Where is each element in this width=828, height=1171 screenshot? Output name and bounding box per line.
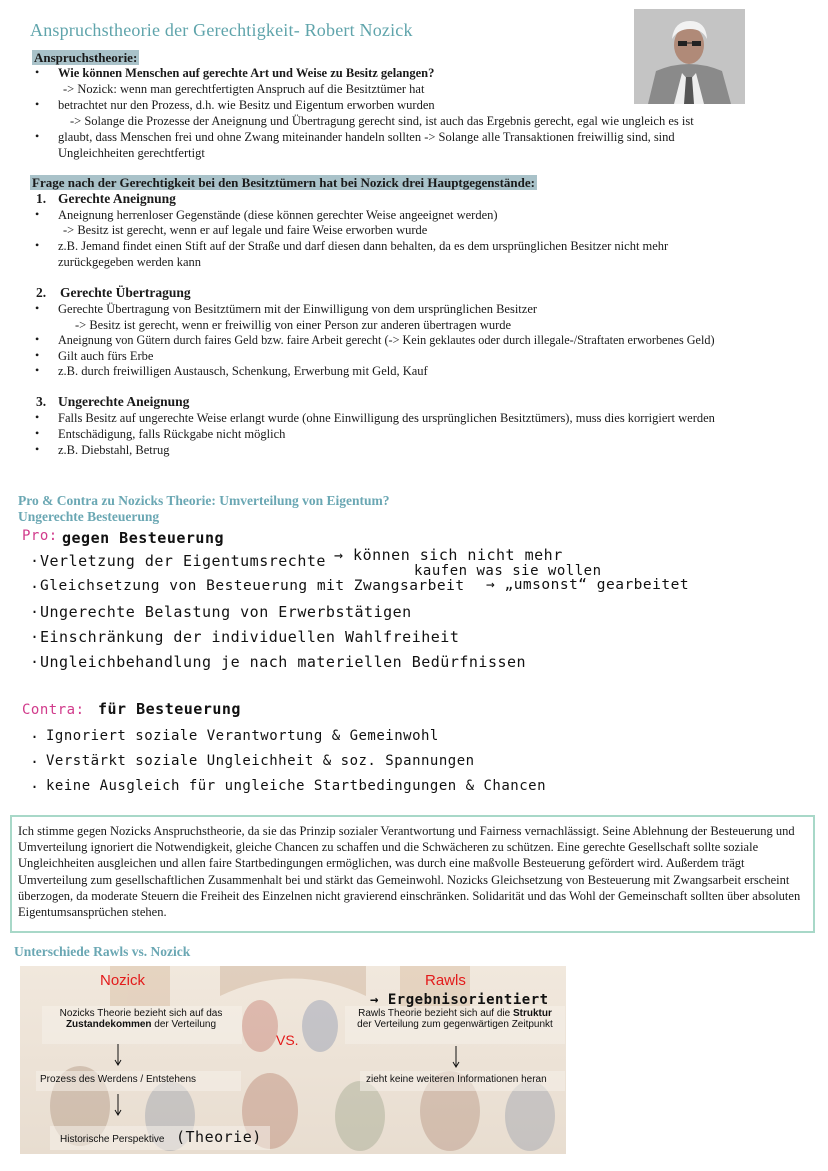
- contra-item-1: Ignoriert soziale Verantwortung & Gemeinwohl: [46, 728, 439, 744]
- section-1-number: 1.: [36, 191, 47, 206]
- bullet-icon: •: [35, 301, 40, 315]
- bullet-icon: •: [35, 426, 40, 440]
- s3-line-b: Entschädigung, falls Rückgabe nicht möglich: [58, 427, 286, 441]
- rawls-box-2: zieht keine weiteren Informationen heran: [366, 1074, 547, 1085]
- bullet-icon: ·: [30, 603, 40, 621]
- s1-line-c: z.B. Jemand findet einen Stift auf der Straße und darf diesen dann behalten, da es dem ursprünglichen Besitzer nicht mehr: [58, 239, 669, 253]
- intro-line-2: betrachtet nur den Prozess, d.h. wie Besitz und Eigentum erworben wurden: [58, 98, 435, 112]
- bullet-icon: ·: [30, 728, 40, 746]
- pro-contra-heading: Pro & Contra zu Nozicks Theorie: Umverteilung von Eigentum?: [18, 493, 390, 508]
- bullet-icon: •: [35, 410, 40, 424]
- rawls-nozick-diagram: [20, 966, 566, 1154]
- intro-line-3: -> Solange die Prozesse der Aneignung und Übertragung gerecht sind, ist auch das Ergebnis gerecht, egal wie ungleich es ist: [70, 114, 694, 128]
- contra-item-2: Verstärkt soziale Ungleichheit & soz. Spannungen: [46, 753, 475, 769]
- ungerechte-besteuerung-heading: Ungerechte Besteuerung: [18, 509, 160, 524]
- pro-item-5: Ungleichbehandlung je nach materiellen Bedürfnissen: [40, 653, 527, 671]
- contra-label: Contra:: [22, 702, 85, 718]
- pro-item-1: Verletzung der Eigentumsrechte: [40, 552, 326, 570]
- frage-heading: Frage nach der Gerechtigkeit bei den Besitztümern hat bei Nozick drei Hauptgegenstände:: [32, 175, 535, 190]
- section-2-number: 2.: [36, 285, 47, 300]
- nozick-box-2: Prozess des Werdens / Entstehens: [40, 1074, 197, 1085]
- pro-title: gegen Besteuerung: [62, 529, 225, 547]
- pro-item-4: Einschränkung der individuellen Wahlfreiheit: [40, 628, 460, 646]
- pro-label: Pro:: [22, 528, 58, 544]
- bullet-icon: •: [35, 97, 40, 111]
- intro-line-5: Ungleichheiten gerechtfertigt: [58, 146, 205, 160]
- bullet-icon: ·: [30, 778, 40, 796]
- bullet-icon: ·: [30, 653, 40, 671]
- bullet-icon: •: [35, 348, 40, 362]
- nozick-hand-note: (Theorie): [176, 1128, 262, 1146]
- s1-line-d: zurückgegeben werden kann: [58, 255, 201, 269]
- vs-label: VS.: [276, 1032, 299, 1048]
- anspruchstheorie-label: Anspruchstheorie:: [34, 50, 138, 65]
- bullet-icon: ·: [30, 753, 40, 771]
- bullet-icon: •: [35, 207, 40, 221]
- s2-line-b: -> Besitz ist gerecht, wenn er freiwillig von einer Person zur anderen übertragen wurde: [75, 318, 512, 332]
- bullet-icon: ·: [30, 628, 40, 646]
- pro-item-2-arrow: → „umsonst“ gearbeitet: [486, 577, 690, 593]
- pro-item-2: Gleichsetzung von Besteuerung mit Zwangsarbeit: [40, 578, 465, 594]
- bullet-icon: •: [35, 363, 40, 377]
- section-3-number: 3.: [36, 394, 47, 409]
- s2-line-e: z.B. durch freiwilligen Austausch, Schenkung, Erwerbung mit Geld, Kauf: [58, 364, 428, 378]
- pro-item-1-arrow: → können sich nicht mehr: [334, 546, 563, 564]
- diagram-heading: Unterschiede Rawls vs. Nozick: [14, 944, 191, 959]
- portrait-photo: [634, 9, 745, 104]
- nozick-text-a: Nozicks Theorie bezieht sich auf das: [59, 1008, 223, 1019]
- contra-item-3: keine Ausgleich für ungleiche Startbedingungen & Chancen: [46, 778, 547, 794]
- portrait-illustration: [634, 9, 745, 104]
- contra-title: für Besteuerung: [98, 700, 241, 718]
- rawls-text-b: Struktur: [513, 1008, 552, 1019]
- frage-wrap: [30, 174, 537, 192]
- rawls-label: Rawls: [425, 972, 466, 989]
- rawls-text-c: der Verteilung zum gegenwärtigen Zeitpunkt: [357, 1019, 553, 1030]
- s1-line-a: Aneignung herrenloser Gegenstände (diese können gerechter Weise angeeignet werden): [58, 208, 498, 222]
- opinion-essay: Ich stimme gegen Nozicks Anspruchstheorie, da sie das Prinzip sozialer Verantwortung und Fairness vernachlässigt. Seine Ablehnung der Besteuerung und Umverteilung ignoriert die Notwendigkeit, gleiche Chancen zu schaffen und die Schwächeren zu schützen. Eine gerechte Gesellschaft sollte soziale Ungleichheiten ausgleichen und allen faire Startbedingungen ermöglichen, was durch eine maßvolle Besteuerung gefördert wird. Außerdem trägt Umverteilung zum gesellschaftlichen Zusammenhalt bei und stärkt das Gemeinwohl. Nozicks Gleichsetzung von Besteuerung mit Zwangsarbeit erscheint überzogen, da moderate Steuern die Freiheit des Einzelnen nicht gravierend einschränken. Solidarität und das Wohl der Gemeinschaft sollten über absoluten Eigentumsansprüchen stehen.: [10, 815, 815, 933]
- nozick-box-1: [46, 1008, 236, 1030]
- bullet-icon: ·: [30, 578, 40, 596]
- intro-line-4: glaubt, dass Menschen frei und ohne Zwang miteinander handeln sollten -> Solange alle Transaktionen freiwillig sind, sind: [58, 130, 675, 144]
- bullet-icon: •: [35, 442, 40, 456]
- rawls-hand-note: → Ergebnisorientiert: [370, 992, 549, 1008]
- section-3-heading: Ungerechte Aneignung: [58, 394, 190, 409]
- pro-item-3: Ungerechte Belastung von Erwerbstätigen: [40, 603, 412, 621]
- bullet-icon: •: [35, 65, 40, 79]
- intro-question: Wie können Menschen auf gerechte Art und Weise zu Besitz gelangen?: [58, 66, 435, 80]
- s2-line-d: Gilt auch fürs Erbe: [58, 349, 154, 363]
- nozick-text-b: Zustandekommen: [65, 1019, 152, 1030]
- s3-line-c: z.B. Diebstahl, Betrug: [58, 443, 170, 457]
- nozick-label: Nozick: [100, 972, 146, 989]
- section-2-heading: Gerechte Übertragung: [60, 285, 191, 300]
- nozick-text-c: der Verteilung: [151, 1019, 217, 1030]
- nozick-box-3: Historische Perspektive: [60, 1134, 165, 1145]
- section-1-heading: Gerechte Aneignung: [58, 191, 176, 206]
- bullet-icon: •: [35, 238, 40, 252]
- intro-line-1: -> Nozick: wenn man gerechtfertigten Anspruch auf die Besitztümer hat: [63, 82, 425, 96]
- bullet-icon: ·: [30, 552, 40, 570]
- bullet-icon: •: [35, 332, 40, 346]
- s3-line-a: Falls Besitz auf ungerechte Weise erlangt wurde (ohne Einwilligung des ursprünglichen Besitztümers), muss dies korrigiert werden: [58, 411, 715, 425]
- page-title: Anspruchstheorie der Gerechtigkeit- Robert Nozick: [30, 20, 413, 40]
- s1-line-b: -> Besitz ist gerecht, wenn er auf legale und faire Weise erworben wurde: [63, 223, 428, 237]
- s2-line-a: Gerechte Übertragung von Besitztümern mit der Einwilligung von dem ursprünglichen Besitzer: [58, 302, 538, 316]
- pro-item-1-cont: kaufen was sie wollen: [414, 563, 602, 579]
- rawls-box-1: [346, 1008, 564, 1030]
- rawls-text-a: Rawls Theorie bezieht sich auf die: [358, 1008, 513, 1019]
- s2-line-c: Aneignung von Gütern durch faires Geld bzw. faire Arbeit gerecht (-> Kein geklautes oder durch illegale-/Straftaten erworbenes Geld): [58, 333, 715, 347]
- bullet-icon: •: [35, 129, 40, 143]
